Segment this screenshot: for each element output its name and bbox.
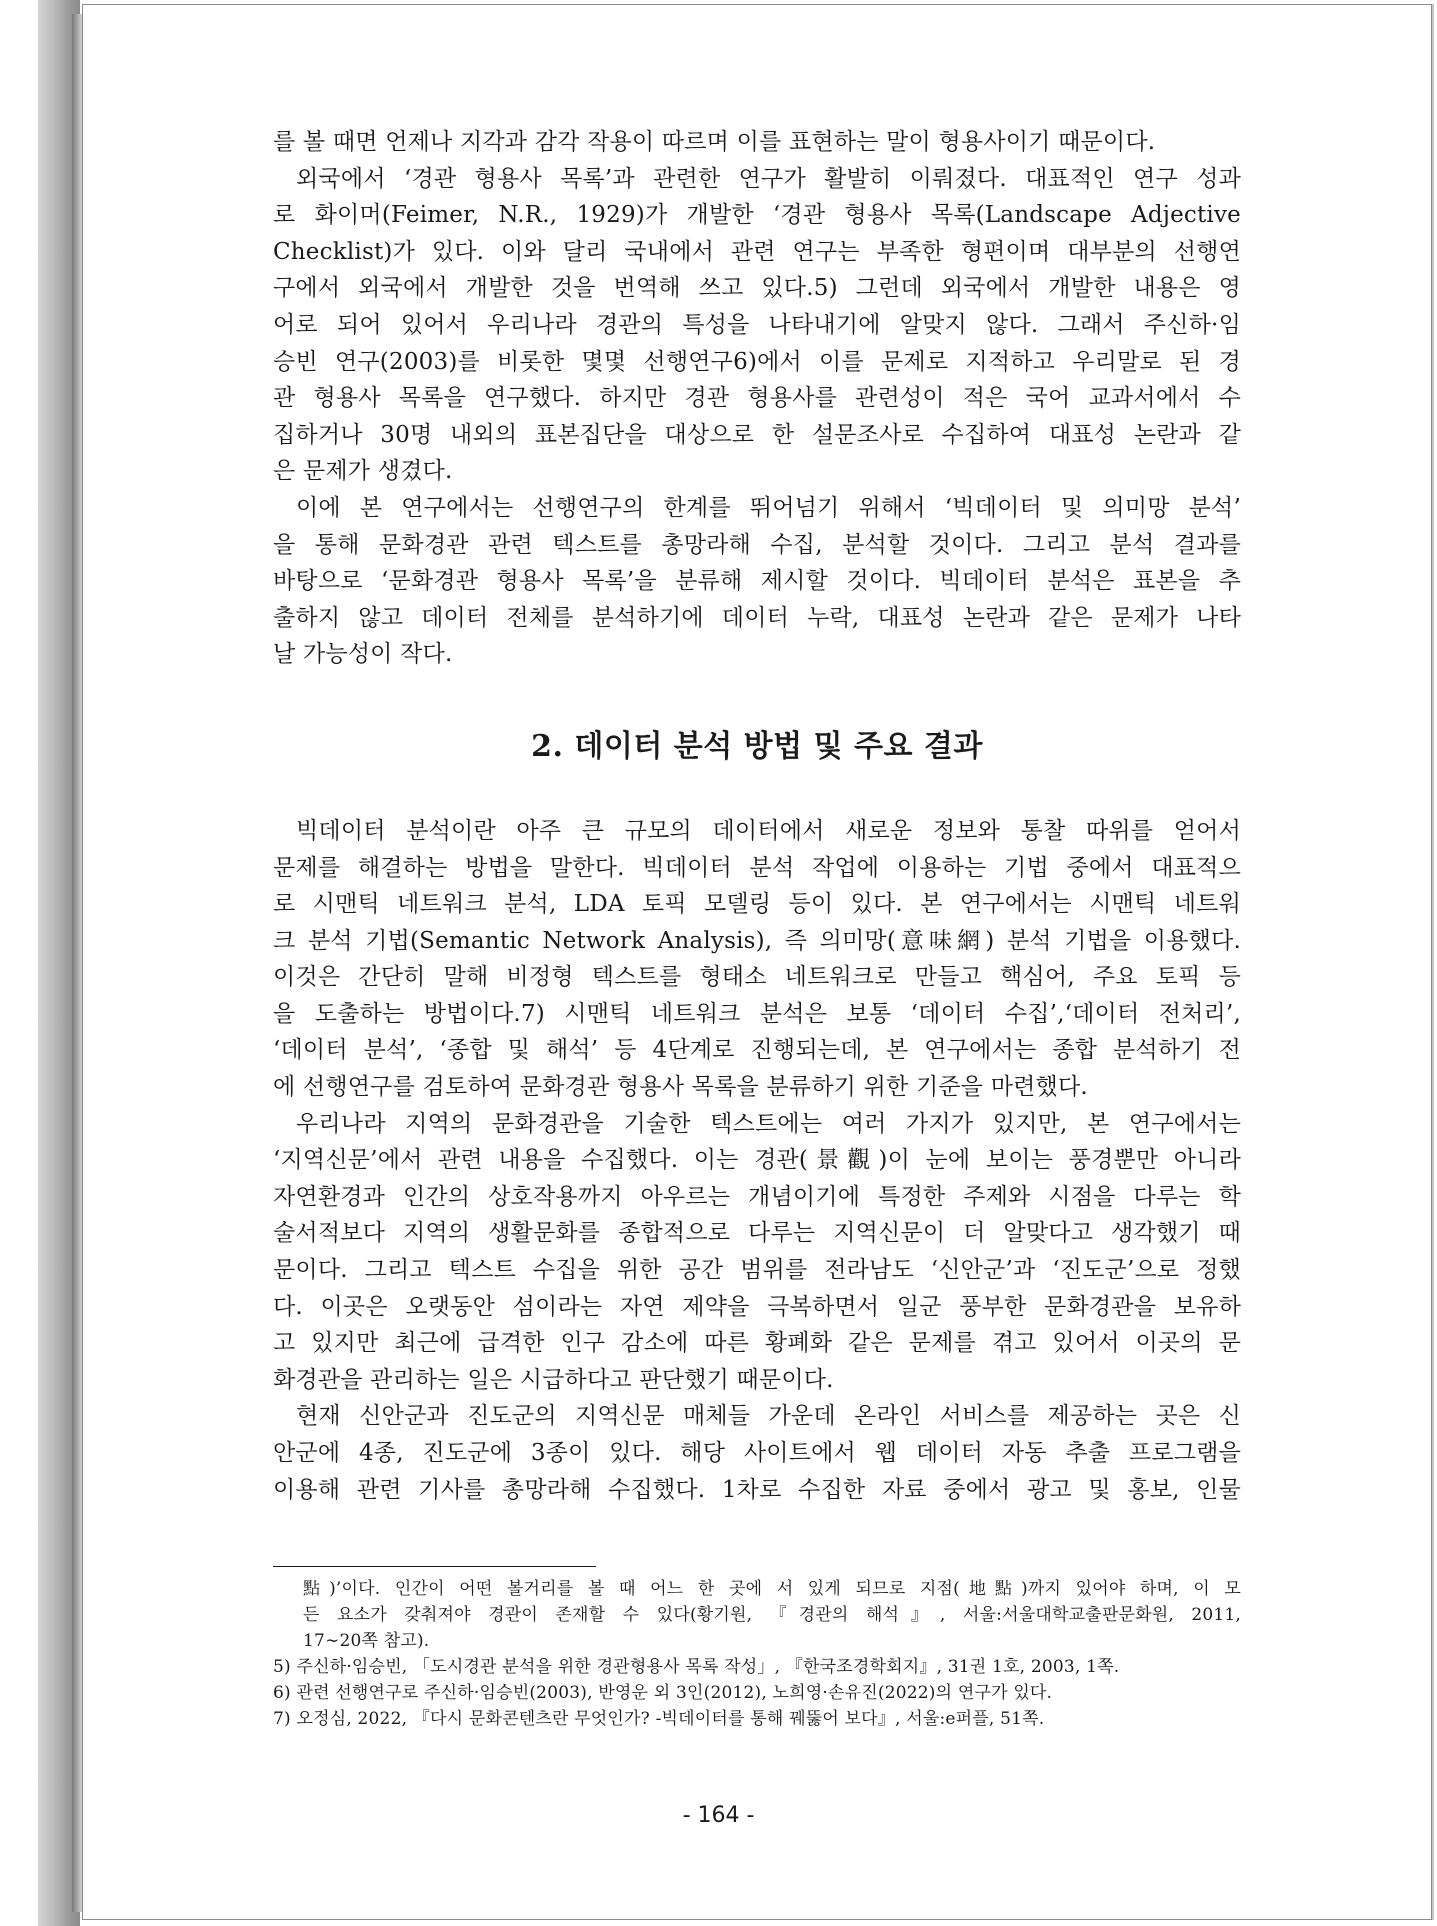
- text-line: 다. 이곳은 오랫동안 섬이라는 자연 제약을 극복하면서 일군 풍부한 문화경관을 보유하: [273, 1293, 1241, 1320]
- footnote-continuation-line: 點)’이다. 인간이 어떤 볼거리를 볼 때 어느 한 곳에 서 있게 되므로 지점(地點)까지 있어야 하며, 이 모: [303, 1579, 1241, 1599]
- book-page-edge: [72, 14, 82, 1912]
- text-line: 관 형용사 목록을 연구했다. 하지만 경관 형용사를 관련성이 적은 국어 교과서에서 수: [273, 385, 1241, 412]
- text-line: 날 가능성이 작다.: [273, 641, 453, 668]
- text-line: Checklist)가 있다. 이와 달리 국내에서 관련 연구는 부족한 형편이며 대부분의 선행연: [273, 238, 1241, 265]
- section-heading: 2. 데이터 분석 방법 및 주요 결과: [531, 728, 983, 764]
- text-line: ‘데이터 분석’, ‘종합 및 해석’ 등 4단계로 진행되는데, 본 연구에서는 종합 분석하기 전: [273, 1037, 1241, 1064]
- footnote-continuation-line: 든 요소가 갖춰져야 경관이 존재할 수 있다(황기원, 『경관의 해석』, 서울:서울대학교출판문화원, 2011,: [303, 1605, 1241, 1625]
- paragraph: [273, 1106, 1241, 1399]
- text-line: 이에 본 연구에서는 선행연구의 한계를 뛰어넘기 위해서 ‘빅데이터 및 의미망 분석’: [296, 494, 1241, 521]
- text-line: 로 시맨틱 네트워크 분석, LDA 토픽 모델링 등이 있다. 본 연구에서는 시맨틱 네트워: [273, 891, 1241, 918]
- text-line: 술서적보다 지역의 생활문화를 종합적으로 다루는 지역신문이 더 알맞다고 생각했기 때: [273, 1220, 1241, 1247]
- text-line: 어로 되어 있어서 우리나라 경관의 특성을 나타내기에 알맞지 않다. 그래서 주신하·임: [273, 311, 1241, 338]
- text-line: 집하거나 30명 내외의 표본집단을 대상으로 한 설문조사로 수집하여 대표성 논란과 같: [273, 421, 1241, 448]
- text-line: 우리나라 지역의 문화경관을 기술한 텍스트에는 여러 가지가 있지만, 본 연구에서는: [296, 1110, 1241, 1137]
- text-line: 안군에 4종, 진도군에 3종이 있다. 해당 사이트에서 웹 데이터 자동 추출 프로그램을: [273, 1440, 1241, 1466]
- footnote-6: 6) 관련 선행연구로 주신하·임승빈(2003), 반영운 외 3인(2012), 노희영·손유진(2022)의 연구가 있다.: [273, 1683, 1053, 1703]
- text-line: 고 있지만 최근에 급격한 인구 감소에 따른 황폐화 같은 문제를 겪고 있어서 이곳의 문: [273, 1330, 1241, 1357]
- text-line: 구에서 외국에서 개발한 것을 번역해 쓰고 있다.5) 그런데 외국에서 개발한 내용은 영: [273, 275, 1241, 302]
- text-line: 화경관을 관리하는 일은 시급하다고 판단했기 때문이다.: [273, 1366, 834, 1393]
- paragraph: [273, 124, 1241, 161]
- text-line: 외국에서 ‘경관 형용사 목록’과 관련한 연구가 활발히 이뤄졌다. 대표적인 연구 성과: [296, 165, 1241, 192]
- text-line: 로 화이머(Feimer, N.R., 1929)가 개발한 ‘경관 형용사 목록(Landscape Adjective: [273, 202, 1241, 229]
- text-line: 을 도출하는 방법이다.7) 시맨틱 네트워크 분석은 보통 ‘데이터 수집’,‘데이터 전처리’,: [273, 1000, 1241, 1027]
- page-body: [273, 124, 1241, 1508]
- text-line: 출하지 않고 데이터 전체를 분석하기에 데이터 누락, 대표성 논란과 같은 문제가 나타: [273, 604, 1241, 631]
- footnote-5: 5) 주신하·임승빈, 「도시경관 분석을 위한 경관형용사 목록 작성」, 『한국조경학회지』, 31권 1호, 2003, 1쪽.: [273, 1657, 1120, 1677]
- paragraph: [273, 1398, 1241, 1508]
- text-line: 을 통해 문화경관 관련 텍스트를 총망라해 수집, 분석할 것이다. 그리고 분석 결과를: [273, 531, 1241, 558]
- footnote-continuation-line: 17∼20쪽 참고).: [303, 1631, 430, 1651]
- text-line: 승빈 연구(2003)를 비롯한 몇몇 선행연구6)에서 이를 문제로 지적하고 우리말로 된 경: [273, 348, 1241, 375]
- paragraph: [273, 813, 1241, 1106]
- paragraph: [273, 490, 1241, 673]
- text-line: 문제를 해결하는 방법을 말한다. 빅데이터 분석 작업에 이용하는 기법 중에서 대표적으: [273, 854, 1241, 881]
- text-line: 자연환경과 인간의 상호작용까지 아우르는 개념이기에 특정한 주제와 시점을 다루는 학: [273, 1183, 1241, 1210]
- text-line: 현재 신안군과 진도군의 지역신문 매체들 가운데 온라인 서비스를 제공하는 곳은 신: [296, 1403, 1241, 1430]
- text-line: 바탕으로 ‘문화경관 형용사 목록’을 분류해 제시할 것이다. 빅데이터 분석은 표본을 추: [273, 568, 1241, 595]
- text-line: 은 문제가 생겼다.: [273, 458, 453, 485]
- text-line: 를 볼 때면 언제나 지각과 감각 작용이 따르며 이를 표현하는 말이 형용사이기 때문이다.: [273, 129, 1156, 155]
- footnote-separator: [273, 1566, 596, 1567]
- text-line: 에 선행연구를 검토하여 문화경관 형용사 목록을 분류하기 위한 기준을 마련했다.: [273, 1074, 1088, 1101]
- text-line: 이것은 간단히 말해 비정형 텍스트를 형태소 네트워크로 만들고 핵심어, 주요 토픽 등: [273, 964, 1241, 991]
- paragraph: [273, 161, 1241, 490]
- page-number: - 164 -: [682, 1803, 755, 1828]
- footnote-7: 7) 오정심, 2022, 『다시 문화콘텐츠란 무엇인가? -빅데이터를 통해 꿰뚫어 보다』, 서울:e퍼플, 51쪽.: [273, 1709, 1045, 1729]
- text-line: 이용해 관련 기사를 총망라해 수집했다. 1차로 수집한 자료 중에서 광고 및 홍보, 인물: [273, 1476, 1241, 1503]
- text-line: 문이다. 그리고 텍스트 수집을 위한 공간 범위를 전라남도 ‘신안군’과 ‘진도군’으로 정했: [273, 1257, 1241, 1284]
- footnotes: [273, 1576, 1241, 1732]
- text-line: 크 분석 기법(Semantic Network Analysis), 즉 의미망(意味網) 분석 기법을 이용했다.: [273, 927, 1241, 954]
- text-line: 빅데이터 분석이란 아주 큰 규모의 데이터에서 새로운 정보와 통찰 따위를 얻어서: [296, 817, 1241, 844]
- text-line: ‘지역신문’에서 관련 내용을 수집했다. 이는 경관(景觀)이 눈에 보이는 풍경뿐만 아니라: [273, 1147, 1241, 1174]
